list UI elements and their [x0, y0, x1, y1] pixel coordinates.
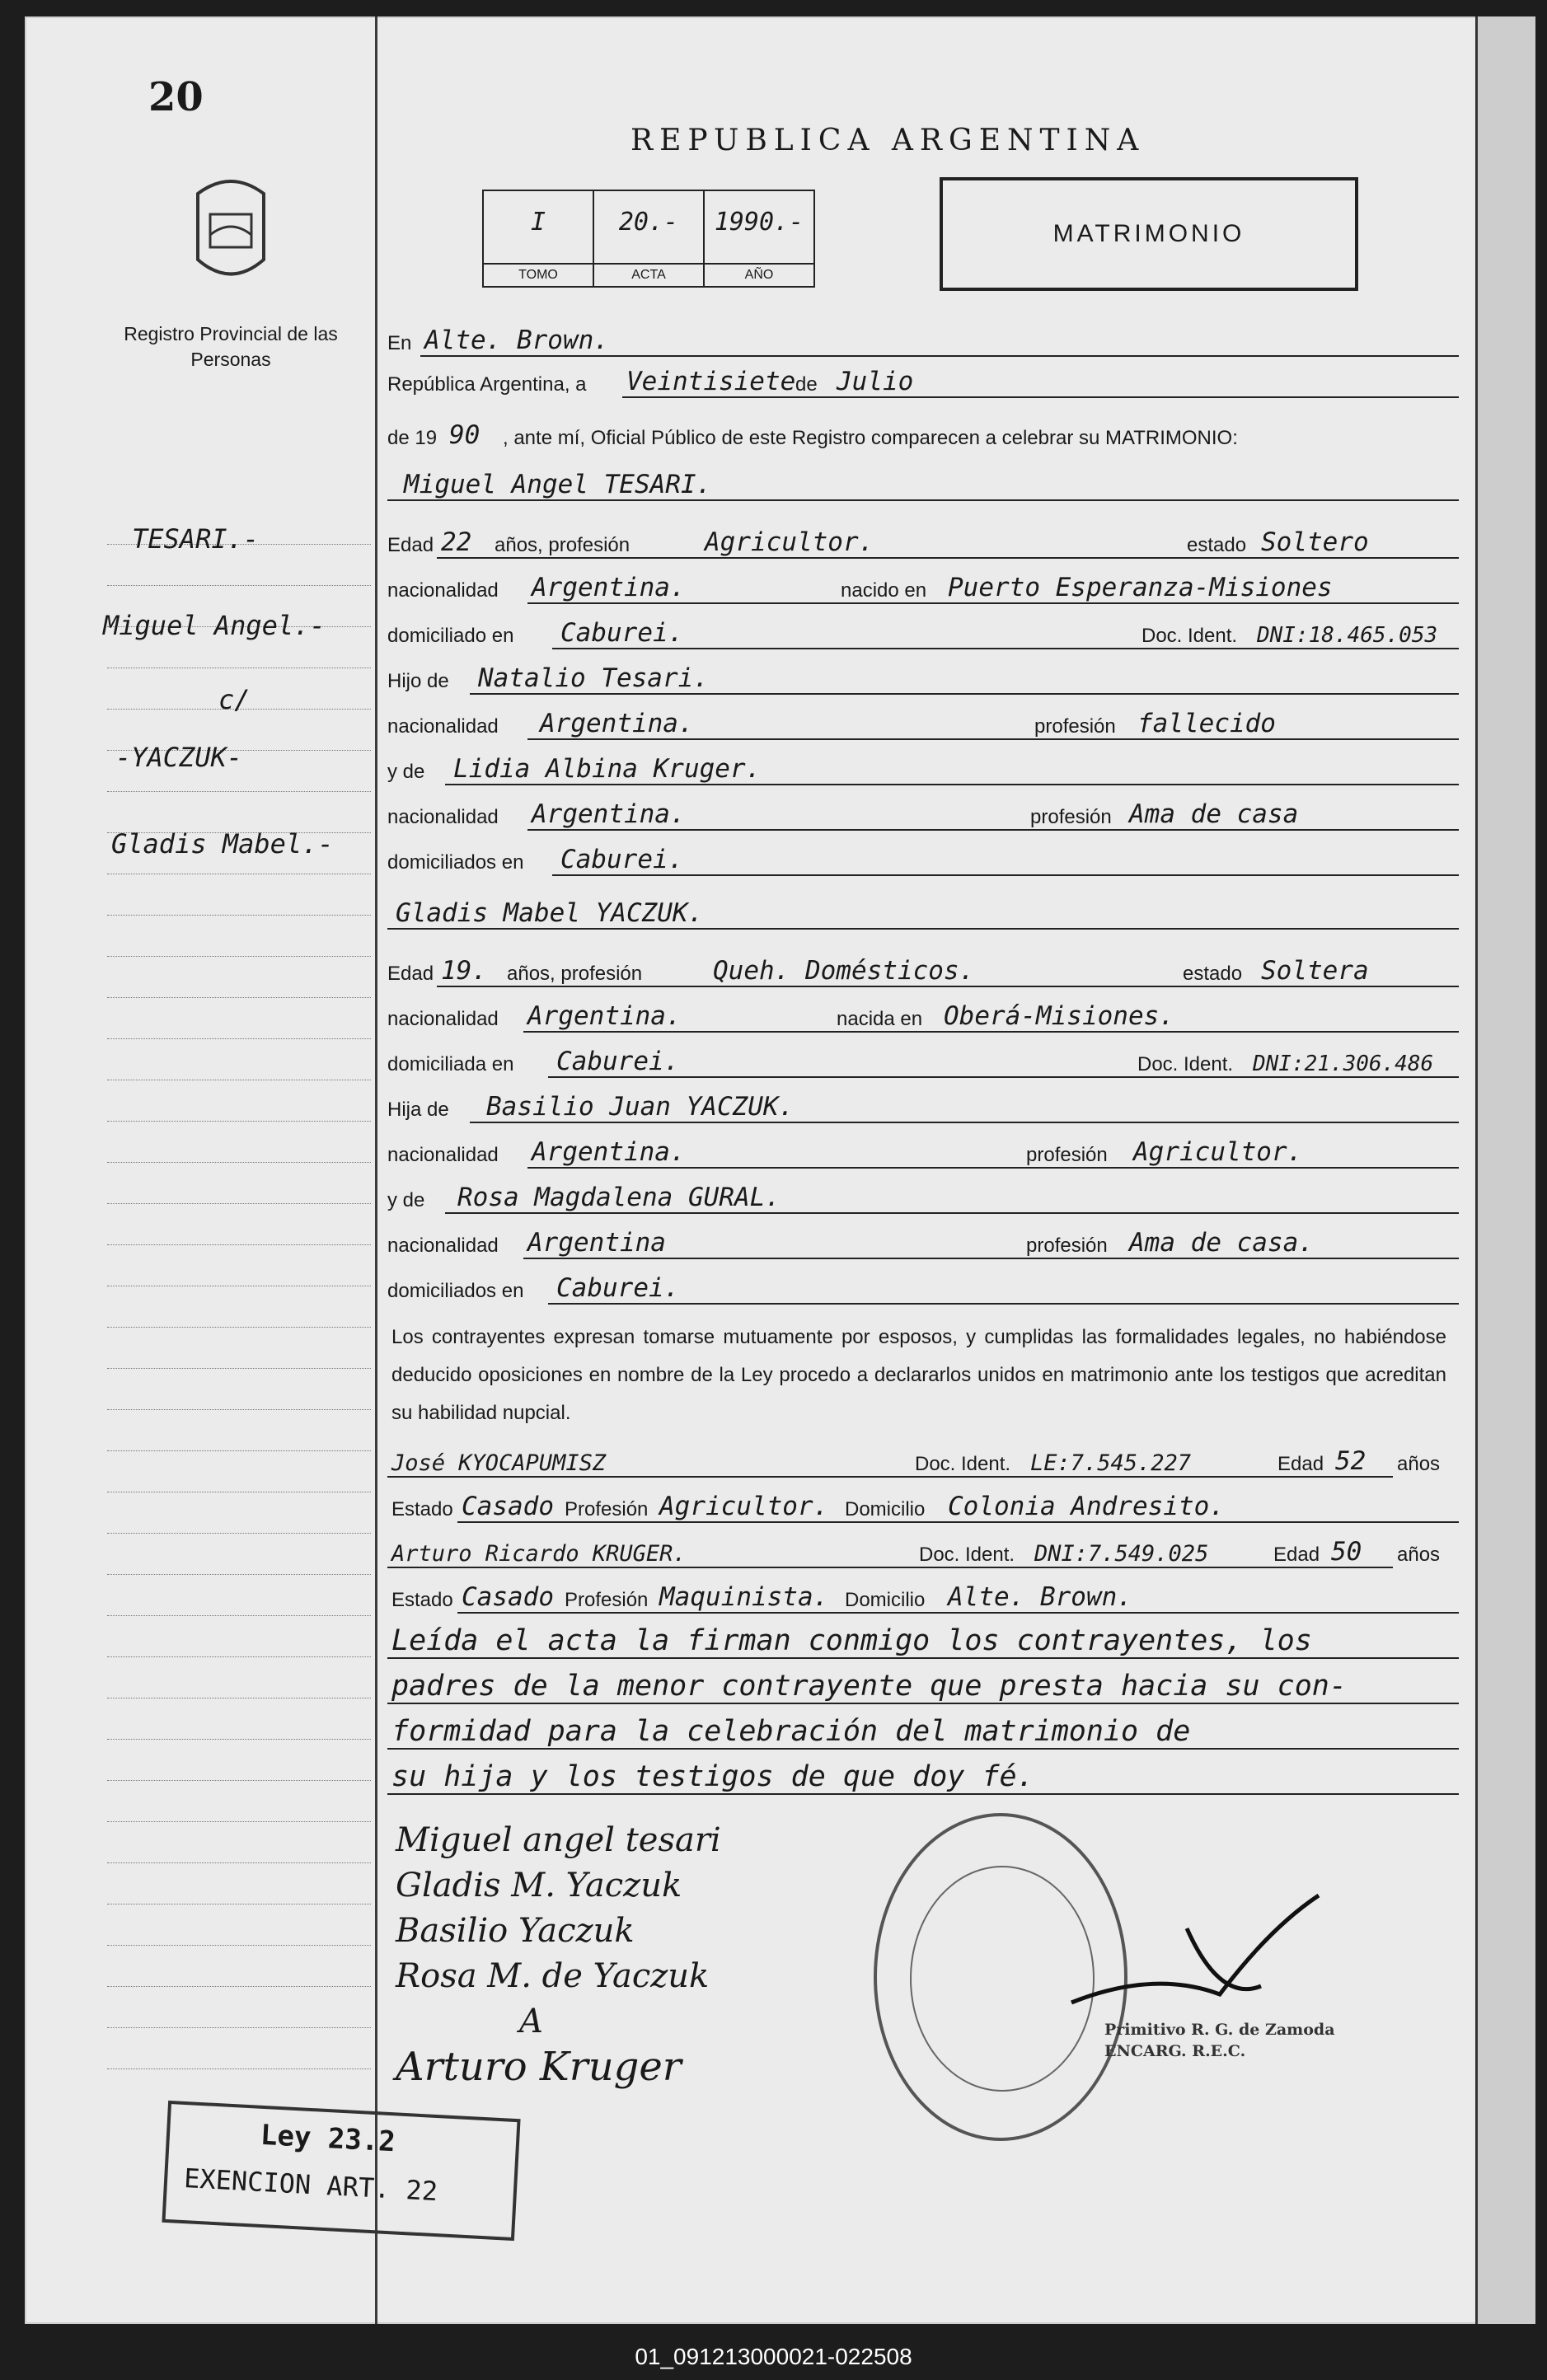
groom-mother-nationality: Argentina.	[532, 799, 686, 829]
bride-address: Caburei.	[556, 1047, 680, 1076]
closing-line-1	[387, 1624, 1459, 1661]
margin-column	[25, 16, 377, 2324]
groom-age-row	[387, 527, 1459, 560]
date-row	[387, 367, 1459, 400]
bride-mother-nationality-row	[387, 1228, 1459, 1261]
signature-groom: Miguel angel tesari	[396, 1821, 721, 1859]
doc-label: Doc. Ident.	[915, 1453, 1011, 1475]
nacionalidad-label: nacionalidad	[387, 715, 499, 738]
ano-cell	[705, 191, 813, 286]
profesion-label: profesión	[1026, 1235, 1108, 1257]
republica-label: República Argentina, a	[387, 373, 587, 396]
bride-mother-row	[387, 1183, 1459, 1216]
domiciliada-label: domiciliada en	[387, 1053, 514, 1075]
bride-nationality: Argentina.	[527, 1001, 682, 1031]
bride-address-row	[387, 1047, 1459, 1080]
witness1-name: José KYOCAPUMISZ	[391, 1450, 607, 1476]
witness2-name: Arturo Ricardo KRUGER.	[391, 1541, 687, 1567]
en-label: En	[387, 332, 412, 354]
de-label: de	[795, 373, 818, 396]
bride-status: Soltera	[1261, 956, 1369, 986]
witness1-age: 52	[1335, 1446, 1367, 1476]
profesion-label: profesión	[1030, 806, 1112, 828]
witness1-row	[387, 1446, 1459, 1479]
place-value: Alte. Brown.	[424, 326, 609, 355]
groom-document: DNI:18.465.053	[1257, 623, 1438, 648]
profesion-label: profesión	[1034, 715, 1116, 738]
year-value: 90	[449, 420, 481, 450]
domicilio-label: Domicilio	[845, 1498, 926, 1520]
matrimonio-box: MATRIMONIO	[940, 177, 1358, 291]
domiciliados-label: domiciliados en	[387, 851, 524, 874]
acta-value: 20.-	[618, 208, 679, 237]
domiciliado-label: domiciliado en	[387, 625, 514, 647]
signature-bride-mother: Rosa M. de Yaczuk	[396, 1957, 710, 1995]
groom-father-nationality-row	[387, 709, 1459, 742]
bride-father-nationality: Argentina.	[532, 1137, 686, 1167]
groom-father-nationality: Argentina.	[540, 709, 694, 738]
edad-label: Edad	[1273, 1544, 1320, 1566]
estado-label: estado	[1187, 534, 1247, 556]
month-value: Julio	[837, 367, 914, 396]
witness2-address: Alte. Brown.	[948, 1582, 1132, 1612]
tomo-cell	[484, 191, 594, 286]
groom-mother-nationality-row	[387, 799, 1459, 832]
registry-name: Registro Provincial de las Personas	[124, 323, 338, 370]
bride-father-row	[387, 1092, 1459, 1125]
country-title: REPUBLICA ARGENTINA	[631, 124, 1146, 157]
estado-label: estado	[1183, 963, 1243, 985]
groom-address-row	[387, 618, 1459, 651]
bride-nationality-row	[387, 1001, 1459, 1034]
appear-row	[387, 420, 1459, 453]
bride-mother-nationality: Argentina	[527, 1228, 666, 1258]
law-exemption-stamp	[162, 2101, 520, 2241]
binding-edge	[1475, 16, 1535, 2324]
exemption-text: EXENCION ART. 22	[183, 2162, 439, 2208]
bride-parents-address-row	[387, 1273, 1459, 1306]
edad-label: Edad	[387, 534, 434, 556]
officer-title: ENCARG. R.E.C.	[1104, 2042, 1246, 2060]
groom-birthplace: Puerto Esperanza-Misiones	[948, 573, 1333, 602]
tomo-value: I	[530, 208, 546, 237]
bride-mother: Rosa Magdalena GURAL.	[457, 1183, 781, 1212]
estado-label: Estado	[391, 1589, 453, 1611]
groom-nationality-row	[387, 573, 1459, 606]
nacida-label: nacida en	[837, 1008, 923, 1030]
edad-label: Edad	[1277, 1453, 1324, 1475]
witness1-address: Colonia Andresito.	[948, 1492, 1225, 1521]
bride-father-profession: Agricultor.	[1133, 1137, 1303, 1167]
bride-birthplace: Oberá-Misiones.	[944, 1001, 1174, 1031]
closing-line-2	[387, 1670, 1459, 1706]
nacido-label: nacido en	[841, 579, 927, 602]
bride-profession: Queh. Domésticos.	[713, 956, 975, 986]
act-reference-box	[482, 190, 815, 288]
margin-note-surname: TESARI.-	[132, 523, 260, 555]
register-page	[25, 16, 1500, 2324]
signature-bride-father: Basilio Yaczuk	[396, 1912, 635, 1950]
closing-line-4	[387, 1760, 1459, 1797]
place-row	[387, 326, 1459, 358]
bride-father: Basilio Juan YACZUK.	[486, 1092, 795, 1122]
profesion-label: años, profesión	[507, 963, 643, 985]
bride-name-row	[387, 898, 1459, 931]
image-code: 01_091213000021-022508	[635, 2344, 912, 2369]
ano-label: AÑO	[705, 263, 813, 286]
groom-mother-row	[387, 754, 1459, 787]
signature-witness2: Arturo Kruger	[396, 2044, 682, 2090]
groom-nationality: Argentina.	[532, 573, 686, 602]
provincial-seal-icon	[185, 169, 276, 293]
law-text: Ley 23.2	[260, 2118, 396, 2159]
witness1-document: LE:7.545.227	[1030, 1450, 1192, 1476]
year-prefix: de 19	[387, 427, 438, 449]
groom-mother-profession: Ama de casa	[1129, 799, 1299, 829]
groom-parents-address: Caburei.	[560, 845, 684, 874]
profesion-label: profesión	[1026, 1144, 1108, 1166]
bride-name: Gladis Mabel YACZUK.	[396, 898, 704, 928]
signature-bride: Gladis M. Yaczuk	[396, 1867, 682, 1904]
witness1-details-row	[387, 1492, 1459, 1525]
bride-father-nationality-row	[387, 1137, 1459, 1170]
nacionalidad-label: nacionalidad	[387, 806, 499, 828]
nacionalidad-label: nacionalidad	[387, 1008, 499, 1030]
witness2-details-row	[387, 1582, 1459, 1615]
groom-parents-address-row	[387, 845, 1459, 878]
profesion-label: Profesión	[565, 1589, 649, 1611]
margin-note-given-name: Miguel Angel.-	[103, 610, 326, 641]
page-number: 20	[148, 74, 204, 120]
margin-note-con: c/	[218, 684, 251, 715]
officer-name: Primitivo R. G. de Zamoda	[1104, 2021, 1335, 2039]
profesion-label: años, profesión	[495, 534, 631, 556]
bride-age: 19.	[441, 956, 487, 986]
doc-label: Doc. Ident.	[1141, 625, 1238, 647]
closing-text: padres de la menor contrayente que presta hacia su con-	[391, 1670, 1347, 1703]
groom-father-row	[387, 663, 1459, 696]
bride-parents-address: Caburei.	[556, 1273, 680, 1303]
groom-age: 22	[441, 527, 472, 557]
y-de-label: y de	[387, 1189, 425, 1211]
hija-de-label: Hija de	[387, 1099, 449, 1121]
witness2-status: Casado	[462, 1582, 554, 1612]
profesion-label: Profesión	[565, 1498, 649, 1520]
day-value: Veintisiete	[626, 367, 796, 396]
groom-father-profession: fallecido	[1137, 709, 1276, 738]
anos-label: años	[1397, 1453, 1441, 1475]
closing-text: formidad para la celebración del matrimonio de	[391, 1715, 1191, 1748]
domiciliados-label: domiciliados en	[387, 1280, 524, 1302]
groom-address: Caburei.	[560, 618, 684, 648]
groom-name: Miguel Angel TESARI.	[404, 470, 712, 499]
declaration-paragraph: Los contrayentes expresan tomarse mutuamente por esposos, y cumplidas las formalidades legales, no habiéndose deducido oposiciones en nombre de la Ley procedo a declararlos unidos en matrimonio ante los testigos que acreditan su habilidad nupcial.	[391, 1326, 1446, 1424]
doc-label: Doc. Ident.	[919, 1544, 1015, 1566]
tomo-label: TOMO	[484, 263, 593, 286]
witness2-row	[387, 1537, 1459, 1570]
estado-label: Estado	[391, 1498, 453, 1520]
anos-label: años	[1397, 1544, 1441, 1566]
closing-line-3	[387, 1715, 1459, 1751]
groom-status: Soltero	[1261, 527, 1369, 557]
ano-value: 1990.-	[714, 208, 804, 237]
groom-father: Natalio Tesari.	[478, 663, 709, 693]
witness1-status: Casado	[462, 1492, 554, 1521]
bride-mother-profession: Ama de casa.	[1129, 1228, 1314, 1258]
witness1-profession: Agricultor.	[659, 1492, 829, 1521]
nacionalidad-label: nacionalidad	[387, 1144, 499, 1166]
officer-stamp	[1104, 2019, 1335, 2062]
doc-label: Doc. Ident.	[1137, 1053, 1234, 1075]
witness2-age: 50	[1331, 1537, 1362, 1567]
groom-profession: Agricultor.	[705, 527, 874, 557]
signature-witness1: A	[519, 2003, 543, 2040]
closing-text: su hija y los testigos de que doy fé.	[391, 1760, 1034, 1793]
bride-document: DNI:21.306.486	[1253, 1052, 1434, 1076]
edad-label: Edad	[387, 963, 434, 985]
witness2-document: DNI:7.549.025	[1034, 1541, 1209, 1567]
bride-age-row	[387, 956, 1459, 989]
acta-cell	[594, 191, 705, 286]
domicilio-label: Domicilio	[845, 1589, 926, 1611]
nacionalidad-label: nacionalidad	[387, 579, 499, 602]
y-de-label: y de	[387, 761, 425, 783]
witness2-profession: Maquinista.	[659, 1582, 829, 1612]
groom-name-row	[387, 470, 1459, 503]
closing-text: Leída el acta la firman conmigo los contrayentes, los	[391, 1624, 1312, 1657]
margin-note-bride-name: Gladis Mabel.-	[111, 828, 334, 860]
ante-text: , ante mí, Oficial Público de este Registro comparecen a celebrar su MATRIMONIO:	[503, 427, 1238, 449]
nacionalidad-label: nacionalidad	[387, 1235, 499, 1257]
groom-mother: Lidia Albina Kruger.	[453, 754, 762, 784]
hijo-de-label: Hijo de	[387, 670, 449, 692]
acta-label: ACTA	[594, 263, 703, 286]
margin-note-bride-surname: -YACZUK-	[115, 742, 243, 773]
